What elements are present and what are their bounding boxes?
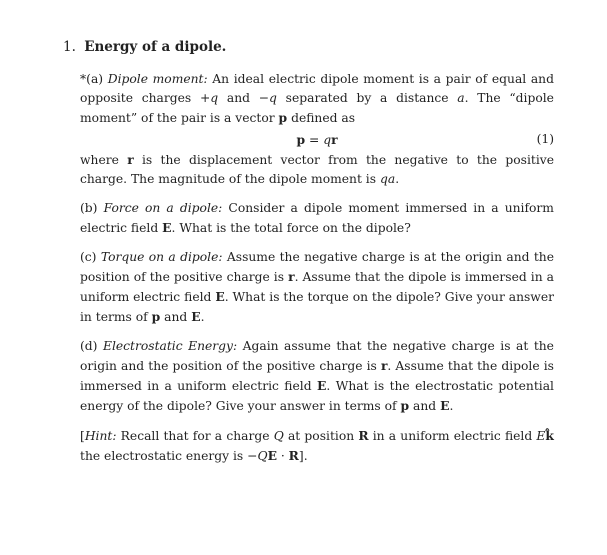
- equation-number: (1): [536, 132, 554, 146]
- part-d-text: and: [413, 399, 437, 413]
- part-b-label: Force on a dipole:: [103, 201, 223, 215]
- part-a-text: separated by a distance: [285, 91, 449, 105]
- equation-1: [80, 128, 554, 150]
- vector-e: E: [191, 309, 201, 324]
- math-plus-q: +q: [199, 91, 219, 105]
- dipole-moment-equation: [80, 130, 554, 150]
- vector-r: r: [331, 132, 338, 147]
- hint-text: the electrostatic energy is: [80, 449, 244, 463]
- hint-bracket-close: ].: [298, 449, 308, 463]
- math-qa: qa: [379, 172, 396, 186]
- part-b-text: Consider a dipole moment immersed in a uniform electric field: [80, 201, 554, 235]
- problem-number: 1.: [63, 39, 76, 55]
- part-a-marker: *(a): [80, 72, 104, 86]
- vector-e: E: [440, 398, 450, 413]
- vector-p: p: [296, 132, 306, 147]
- vector-e: E: [215, 289, 225, 304]
- part-d-text: Again assume that the negative charge is at the origin and the position of the positive charge is: [80, 339, 554, 373]
- vector-p: p: [278, 110, 288, 125]
- part-c-label: Torque on a dipole:: [100, 250, 223, 264]
- part-a-text: and: [226, 91, 250, 105]
- vector-r-position: R: [288, 448, 299, 463]
- part-a-text: . The “dipole moment” of the pair is a vector: [80, 91, 554, 125]
- math-minus-q: −q: [258, 91, 277, 105]
- part-d-label: Electrostatic Energy:: [102, 339, 238, 353]
- math-q-charge: Q: [273, 429, 284, 443]
- problem-title: Energy of a dipole.: [84, 39, 227, 55]
- equals-sign: =: [305, 133, 324, 147]
- part-c-text: Assume the negative charge is at the origin and the position of the positive charge is: [80, 250, 554, 284]
- math-q-charge: Q: [257, 449, 268, 463]
- part-d-marker: (d): [80, 339, 98, 353]
- part-a-text: .: [395, 172, 400, 186]
- math-q: q: [323, 133, 332, 147]
- hint-bracket-open: [: [80, 429, 85, 443]
- math-a: a: [457, 91, 465, 105]
- hint-text: Recall that for a charge: [120, 429, 270, 443]
- part-a-text: defined as: [291, 111, 356, 125]
- hint-label: Hint:: [84, 429, 117, 443]
- vector-p: p: [151, 309, 161, 324]
- hint-paragraph: [80, 426, 554, 466]
- part-a-label: Dipole moment:: [107, 72, 208, 86]
- vector-p: p: [400, 398, 410, 413]
- part-b-marker: (b): [80, 201, 98, 215]
- part-a-text: is the displacement vector from the negative to the positive charge. The magnitude of the dipole moment is: [80, 153, 554, 186]
- part-d-text: . What is the electrostatic potential energy of the dipole? Give your answer in terms of: [80, 379, 554, 413]
- part-a-paragraph: [80, 70, 554, 128]
- part-d-paragraph: [80, 337, 554, 416]
- part-b-paragraph: [80, 199, 554, 238]
- unit-vector-k: k̂: [545, 428, 554, 443]
- part-c-paragraph: [80, 248, 554, 327]
- problem-body: [80, 70, 554, 476]
- part-c-text: . Assume that the dipole is immersed in a uniform electric field: [80, 270, 554, 304]
- hint-text: at position: [287, 429, 355, 443]
- part-a-text: An ideal electric dipole moment is a pair of equal and opposite charges: [80, 72, 554, 105]
- part-a-continuation: [80, 150, 554, 189]
- dot-operator: ·: [276, 449, 289, 463]
- hint-text: in a uniform electric field: [372, 429, 533, 443]
- math-e-scalar: E: [536, 429, 546, 443]
- vector-r-position: R: [358, 428, 369, 443]
- part-d-text: .: [449, 399, 454, 413]
- part-b-text: . What is the total force on the dipole?: [171, 221, 411, 235]
- part-c-marker: (c): [80, 250, 97, 264]
- problem-heading: [63, 38, 226, 56]
- part-d-text: . Assume that the dipole is immersed in a uniform electric field: [80, 359, 554, 393]
- vector-r: r: [127, 152, 134, 167]
- part-c-text: .: [200, 310, 205, 324]
- minus-sign: −: [247, 449, 258, 463]
- vector-e: E: [162, 220, 172, 235]
- vector-r: r: [380, 358, 388, 373]
- part-a-text: where: [80, 153, 119, 167]
- vector-e: E: [317, 378, 327, 393]
- part-c-text: and: [164, 310, 188, 324]
- part-c-text: . What is the torque on the dipole? Give your answer in terms of: [80, 290, 554, 324]
- vector-r: r: [288, 269, 295, 284]
- vector-e: E: [267, 448, 277, 463]
